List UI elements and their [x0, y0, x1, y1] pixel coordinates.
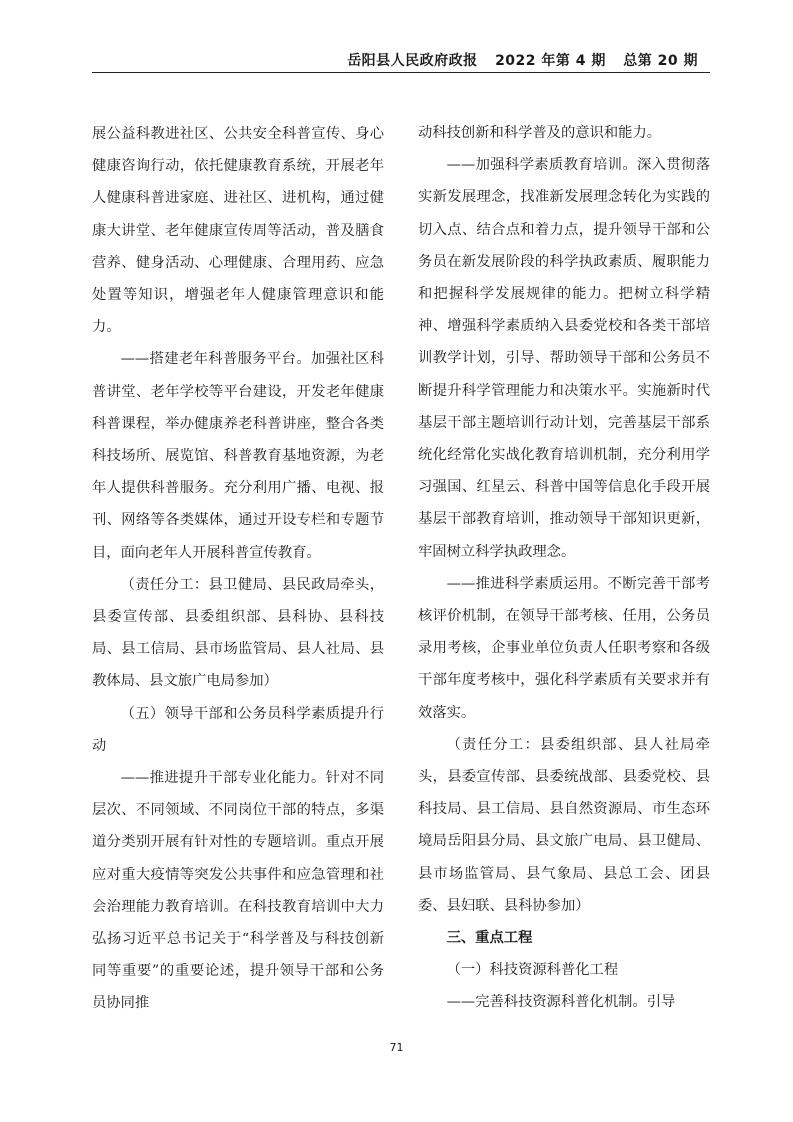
- paragraph: （责任分工：县卫健局、县民政局牵头，县委宣传部、县委组织部、县科协、县科技局、县工信局、县市场监管局、县人社局、县教体局、县文旅广电局参加）: [92, 576, 384, 690]
- subsection-heading: （五）领导干部和公务员科学素质提升行动: [92, 705, 384, 754]
- publication-name: 岳阳县人民政府政报: [347, 53, 478, 69]
- paragraph: 动科技创新和科学普及的意识和能力。: [418, 125, 662, 141]
- subsection-heading: （一）科技资源科普化工程: [446, 962, 619, 979]
- issue-label: 2022 年第 4 期: [495, 53, 606, 69]
- paragraph: ——加强科学素质教育培训。深入贯彻落实新发展理念，找准新发展理念转化为实践的切入点、结合点和着力点，提升领导干部和公务员在新发展阶段的科学执政素质、履职能力和把握科学发展规律的能力。把树立科学精神、增强科学素质纳入县委党校和各类干部培训教学计划，引导、帮助领导干部和公务员不断提升科学管理能力和决策水平。实施新时代基层干部主题培训行动计划，完善基层干部系统化经常化实战化教育培训机制，充分利用学习强国、红星云、科普中国等信息化手段开展基层干部教育培训，推动领导干部知识更新，牢固树立科学执政理念。: [418, 157, 710, 560]
- paragraph: ——完善科技资源科普化机制。引导: [446, 994, 676, 1011]
- paragraph: ——推进科学素质运用。不断完善干部考核评价机制，在领导干部考核、任用，公务员录用考核，企事业单位负责人任职考察和各级干部年度考核中，强化科学素质有关要求并有效落实。: [418, 575, 710, 721]
- right-column: [418, 117, 710, 1019]
- total-issue-label: 总第 20 期: [623, 53, 698, 69]
- left-column: [92, 118, 384, 1020]
- header-rule: [92, 72, 710, 73]
- page-number: 71: [389, 1041, 404, 1054]
- running-header: [335, 50, 698, 70]
- paragraph: ——推进提升干部专业化能力。针对不同层次、不同领域、不同岗位干部的特点，多渠道分类别开展有针对性的专题培训。重点开展应对重大疫情等突发公共事件和应急管理和社会治理能力教育培训。在科技教育培训中大力弘扬习近平总书记关于“科学普及与科技创新同等重要”的重要论述，提升领导干部和公务员协同推: [92, 770, 384, 1012]
- paragraph: （责任分工：县委组织部、县人社局牵头，县委宣传部、县委统战部、县委党校、县科技局、县工信局、县自然资源局、市生态环境局岳阳县分局、县文旅广电局、县卫健局、县市场监管局、县气象局、县总工会、团县委、县妇联、县科协参加）: [418, 736, 710, 914]
- paragraph: ——搭建老年科普服务平台。加强社区科普讲堂、老年学校等平台建设，开发老年健康科普课程，举办健康养老科普讲座，整合各类科技场所、展览馆、科普教育基地资源，为老年人提供科普服务。充分利用广播、电视、报刊、网络等各类媒体，通过开设专栏和专题节目，面向老年人开展科普宣传教育。: [92, 351, 384, 561]
- paragraph: 展公益科教进社区、公共安全科普宣传、身心健康咨询行动，依托健康教育系统，开展老年人健康科普进家庭、进社区、进机构，通过健康大讲堂、老年健康宣传周等活动，普及膳食营养、健身活动、心理健康、合理用药、应急处置等知识，增强老年人健康管理意识和能力。: [92, 126, 384, 336]
- section-heading: 三、重点工程: [446, 930, 533, 947]
